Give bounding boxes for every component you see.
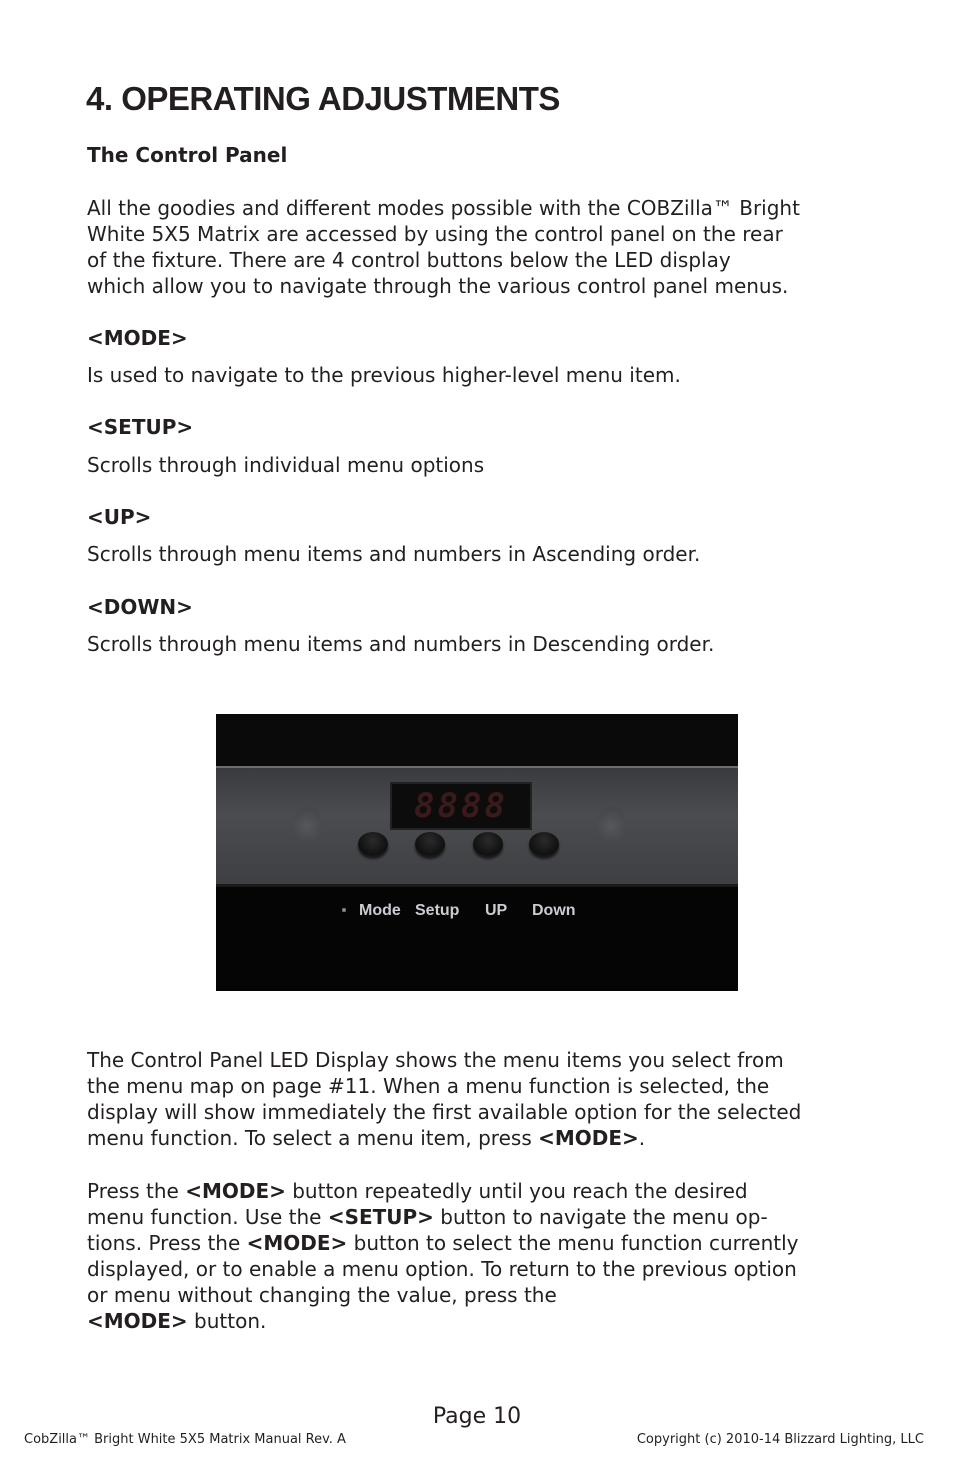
bold-run: <MODE>	[538, 1126, 639, 1150]
down-label: <DOWN>	[87, 595, 193, 619]
text-run: button repeatedly until you reach the desired	[285, 1179, 748, 1203]
indicator-dot	[342, 908, 346, 912]
setup-label: <SETUP>	[87, 415, 194, 439]
text-run: button to navigate the menu op-	[433, 1205, 768, 1229]
text-run: .	[638, 1126, 646, 1150]
footer-title: CobZilla™ Bright White 5X5 Matrix Manual Rev. A	[24, 1432, 346, 1447]
mode-description: Is used to navigate to the previous higher-level menu item.	[87, 363, 681, 387]
paragraph-line	[87, 1230, 887, 1256]
paragraph-line: displayed, or to enable a menu option. To return to the previous option	[87, 1257, 797, 1281]
mode-button-knob	[358, 832, 388, 856]
photo-bottom	[216, 887, 738, 991]
panel-label-down: Down	[532, 902, 576, 919]
paragraph-line	[87, 1308, 887, 1334]
up-label: <UP>	[87, 505, 152, 529]
mode-label: <MODE>	[87, 326, 188, 350]
paragraph-line	[87, 1178, 887, 1204]
up-button-knob	[473, 832, 503, 856]
text-run: Press the	[87, 1179, 186, 1203]
led-digits: 8888	[414, 786, 508, 826]
intro-paragraph	[87, 195, 887, 299]
paragraph-line	[87, 1125, 887, 1151]
down-description: Scrolls through menu items and numbers in Descending order.	[87, 632, 715, 656]
paragraph-line: or menu without changing the value, press the	[87, 1283, 557, 1307]
paragraph-line: display will show immediately the first available option for the selected	[87, 1100, 802, 1124]
footer-copyright: Copyright (c) 2010-14 Blizzard Lighting, LLC	[636, 1432, 924, 1447]
photo-screw	[292, 806, 322, 846]
down-button-knob	[529, 832, 559, 856]
setup-description: Scrolls through individual menu options	[87, 453, 485, 477]
panel-label-up: UP	[485, 902, 508, 919]
bold-run: <MODE>	[246, 1231, 348, 1255]
display-paragraph	[87, 1047, 887, 1151]
text-run: button to select the menu function currently	[347, 1231, 799, 1255]
intro-line: of the fixture. There are 4 control buttons below the LED display	[87, 248, 731, 272]
text-run: button.	[187, 1309, 267, 1333]
section-heading: 4. OPERATING ADJUSTMENTS	[86, 80, 560, 117]
paragraph-line	[87, 1204, 887, 1230]
led-display	[390, 782, 532, 830]
photo-top-strip	[216, 714, 738, 766]
photo-screw	[596, 806, 626, 846]
intro-line: White 5X5 Matrix are accessed by using the control panel on the rear	[87, 222, 783, 246]
bold-run: <SETUP>	[327, 1205, 434, 1229]
text-run: tions. Press the	[87, 1231, 247, 1255]
setup-button-knob	[415, 832, 445, 856]
text-run: menu function. To select a menu item, press	[87, 1126, 539, 1150]
instructions-paragraph	[87, 1178, 887, 1334]
paragraph-line: the menu map on page #11. When a menu function is selected, the	[87, 1074, 770, 1098]
subheading: The Control Panel	[87, 143, 288, 167]
panel-label-setup: Setup	[415, 902, 460, 919]
text-run: menu function. Use the	[87, 1205, 328, 1229]
intro-line: which allow you to navigate through the various control panel menus.	[87, 274, 789, 298]
control-panel-photo	[216, 714, 738, 991]
bold-run: <MODE>	[87, 1309, 188, 1333]
page-number: Page 10	[432, 1404, 522, 1429]
panel-label-mode: Mode	[359, 902, 401, 919]
bold-run: <MODE>	[185, 1179, 286, 1203]
up-description: Scrolls through menu items and numbers in Ascending order.	[87, 542, 701, 566]
intro-line: All the goodies and different modes possible with the COBZilla™ Bright	[87, 196, 800, 220]
paragraph-line: The Control Panel LED Display shows the menu items you select from	[87, 1048, 784, 1072]
